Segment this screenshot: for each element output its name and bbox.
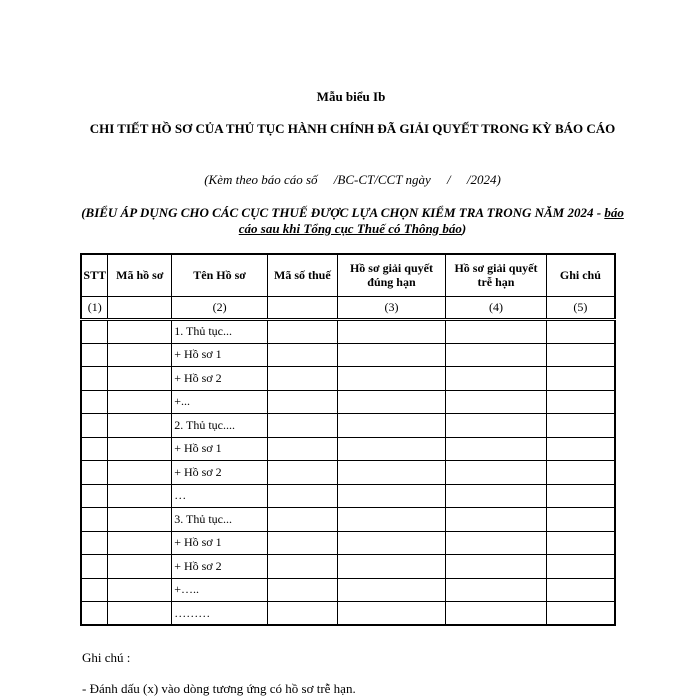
- empty-cell: [446, 343, 547, 367]
- scope-note-prefix: (BIỂU ÁP DỤNG CHO CÁC CỤC THUẾ ĐƯỢC LỰA CHỌN KIỂM TRA TRONG NĂM 2024 -: [81, 205, 605, 220]
- empty-cell: [81, 531, 108, 555]
- empty-cell: [337, 437, 446, 461]
- table-row: [81, 578, 615, 602]
- empty-cell: [337, 531, 446, 555]
- numbering-cell: (5): [546, 296, 615, 320]
- empty-cell: [268, 602, 338, 626]
- header-ten-ho-so: Tên Hồ sơ: [172, 254, 268, 296]
- empty-cell: [268, 508, 338, 532]
- empty-cell: [81, 508, 108, 532]
- empty-cell: [446, 461, 547, 485]
- table-row: [81, 555, 615, 579]
- empty-cell: [268, 461, 338, 485]
- numbering-cell: (1): [81, 296, 108, 320]
- numbering-cell: [268, 296, 338, 320]
- record-name-cell: ………: [172, 602, 268, 626]
- empty-cell: [268, 578, 338, 602]
- empty-cell: [337, 414, 446, 438]
- empty-cell: [446, 578, 547, 602]
- numbering-row: [81, 296, 615, 320]
- table-row: [81, 367, 615, 391]
- empty-cell: [337, 343, 446, 367]
- record-name-cell: + Hồ sơ 2: [172, 461, 268, 485]
- empty-cell: [446, 367, 547, 391]
- empty-cell: [81, 555, 108, 579]
- empty-cell: [108, 343, 172, 367]
- empty-cell: [81, 461, 108, 485]
- header-ma-so-thue: Mã số thuế: [268, 254, 338, 296]
- empty-cell: [108, 484, 172, 508]
- empty-cell: [446, 555, 547, 579]
- header-dung-han: Hồ sơ giải quyết đúng hạn: [337, 254, 446, 296]
- empty-cell: [446, 414, 547, 438]
- empty-cell: [81, 390, 108, 414]
- header-tre-han: Hồ sơ giải quyết trễ hạn: [446, 254, 547, 296]
- empty-cell: [446, 390, 547, 414]
- form-code-text: Mẫu biểu Ib: [316, 89, 386, 104]
- empty-cell: [446, 508, 547, 532]
- form-code: [0, 89, 700, 105]
- header-stt: STT: [81, 254, 108, 296]
- empty-cell: [81, 602, 108, 626]
- record-name-cell: 1. Thủ tục...: [172, 320, 268, 344]
- empty-cell: [546, 437, 615, 461]
- empty-cell: [337, 578, 446, 602]
- header-ghi-chu: Ghi chú: [546, 254, 615, 296]
- table-row: [81, 602, 615, 626]
- empty-cell: [268, 414, 338, 438]
- empty-cell: [546, 320, 615, 344]
- scope-note-suffix: ): [461, 221, 467, 236]
- empty-cell: [81, 343, 108, 367]
- numbering-cell: (4): [446, 296, 547, 320]
- table-header-row: [81, 254, 615, 296]
- empty-cell: [546, 578, 615, 602]
- empty-cell: [108, 437, 172, 461]
- empty-cell: [546, 555, 615, 579]
- record-name-cell: +...: [172, 390, 268, 414]
- records-table: [80, 253, 616, 626]
- empty-cell: [108, 367, 172, 391]
- empty-cell: [337, 508, 446, 532]
- record-name-cell: + Hồ sơ 1: [172, 437, 268, 461]
- empty-cell: [546, 602, 615, 626]
- table-row: [81, 461, 615, 485]
- empty-cell: [268, 320, 338, 344]
- record-name-cell: + Hồ sơ 1: [172, 531, 268, 555]
- empty-cell: [546, 390, 615, 414]
- empty-cell: [546, 414, 615, 438]
- empty-cell: [337, 320, 446, 344]
- empty-cell: [108, 414, 172, 438]
- table-row: [81, 508, 615, 532]
- table-row: [81, 437, 615, 461]
- empty-cell: [108, 390, 172, 414]
- empty-cell: [446, 437, 547, 461]
- empty-cell: [81, 367, 108, 391]
- empty-cell: [108, 320, 172, 344]
- empty-cell: [268, 437, 338, 461]
- empty-cell: [268, 367, 338, 391]
- empty-cell: [81, 320, 108, 344]
- empty-cell: [108, 508, 172, 532]
- empty-cell: [337, 602, 446, 626]
- empty-cell: [546, 531, 615, 555]
- record-name-cell: 3. Thủ tục...: [172, 508, 268, 532]
- empty-cell: [546, 367, 615, 391]
- empty-cell: [108, 461, 172, 485]
- empty-cell: [546, 484, 615, 508]
- document-title: CHI TIẾT HỒ SƠ CỦA THỦ TỤC HÀNH CHÍNH ĐÃ GIẢI QUYẾT TRONG KỲ BÁO CÁO: [89, 121, 616, 136]
- table-row: [81, 343, 615, 367]
- numbering-cell: [108, 296, 172, 320]
- empty-cell: [108, 578, 172, 602]
- table-row: [81, 390, 615, 414]
- record-name-cell: +…..: [172, 578, 268, 602]
- table-row: [81, 414, 615, 438]
- empty-cell: [337, 555, 446, 579]
- empty-cell: [81, 414, 108, 438]
- empty-cell: [81, 437, 108, 461]
- empty-cell: [446, 531, 547, 555]
- empty-cell: [81, 578, 108, 602]
- empty-cell: [108, 531, 172, 555]
- record-name-cell: + Hồ sơ 2: [172, 555, 268, 579]
- header-ma-ho-so: Mã hồ sơ: [108, 254, 172, 296]
- empty-cell: [268, 390, 338, 414]
- empty-cell: [546, 343, 615, 367]
- record-name-cell: …: [172, 484, 268, 508]
- empty-cell: [446, 320, 547, 344]
- empty-cell: [337, 461, 446, 485]
- empty-cell: [81, 484, 108, 508]
- footer-text: - Đánh dấu (x) vào dòng tương ứng có hồ sơ trễ hạn.: [82, 681, 356, 696]
- record-name-cell: 2. Thủ tục....: [172, 414, 268, 438]
- scope-note: [80, 205, 625, 237]
- document-subtitle: (Kèm theo báo cáo số /BC-CT/CCT ngày / /2024): [204, 172, 501, 187]
- empty-cell: [546, 461, 615, 485]
- numbering-cell: (3): [337, 296, 446, 320]
- empty-cell: [268, 555, 338, 579]
- empty-cell: [337, 484, 446, 508]
- footer-label: Ghi chú :: [82, 650, 131, 665]
- empty-cell: [268, 484, 338, 508]
- empty-cell: [108, 555, 172, 579]
- empty-cell: [446, 602, 547, 626]
- empty-cell: [337, 390, 446, 414]
- table-row: [81, 320, 615, 344]
- record-name-cell: + Hồ sơ 1: [172, 343, 268, 367]
- empty-cell: [108, 602, 172, 626]
- empty-cell: [268, 531, 338, 555]
- scope-note-underlined: báo cáo sau khi Tổng cục Thuế có Thông báo: [238, 205, 624, 236]
- empty-cell: [546, 508, 615, 532]
- empty-cell: [268, 343, 338, 367]
- record-name-cell: + Hồ sơ 2: [172, 367, 268, 391]
- table-row: [81, 531, 615, 555]
- numbering-cell: (2): [172, 296, 268, 320]
- empty-cell: [337, 367, 446, 391]
- table-row: [81, 484, 615, 508]
- empty-cell: [446, 484, 547, 508]
